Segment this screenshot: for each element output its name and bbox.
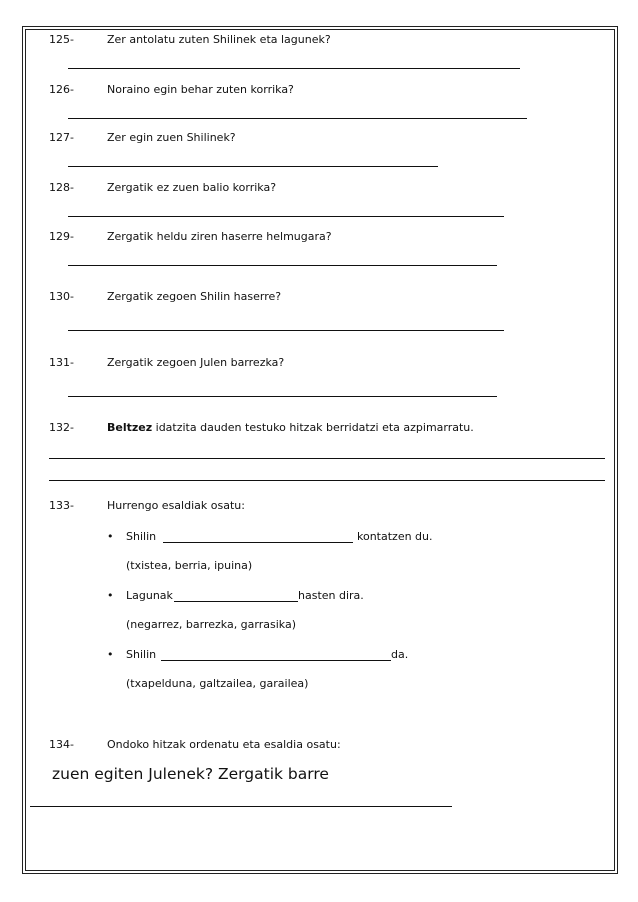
- question-text-132-rest: idatzita dauden testuko hitzak berridatzi eta azpimarratu.: [152, 421, 474, 434]
- question-number-128: 128-: [49, 181, 74, 194]
- question-text-129: Zergatik heldu ziren haserre helmugara?: [107, 230, 332, 243]
- question-text-125: Zer antolatu zuten Shilinek eta lagunek?: [107, 33, 331, 46]
- fill-after-2: hasten dira.: [298, 589, 364, 602]
- question-text-130: Zergatik zegoen Shilin haserre?: [107, 290, 282, 303]
- bullet-3: •: [107, 648, 114, 661]
- fill-before-1: Shilin: [126, 530, 157, 543]
- fill-options-3: (txapelduna, galtzailea, garailea): [126, 677, 309, 690]
- answer-line-126[interactable]: [68, 118, 527, 119]
- answer-line-131[interactable]: [68, 396, 497, 397]
- question-text-128: Zergatik ez zuen balio korrika?: [107, 181, 277, 194]
- answer-line-134[interactable]: [30, 806, 452, 807]
- question-number-132: 132-: [49, 421, 74, 434]
- answer-line-125[interactable]: [68, 68, 520, 69]
- scrambled-words: zuen egiten Julenek? Zergatik barre: [52, 765, 329, 783]
- question-text-134: Ondoko hitzak ordenatu eta esaldia osatu:: [107, 738, 341, 751]
- bold-word: Beltzez: [107, 421, 153, 434]
- answer-line-130[interactable]: [68, 330, 504, 331]
- fill-blank-2[interactable]: [174, 601, 298, 602]
- question-text-127: Zer egin zuen Shilinek?: [107, 131, 236, 144]
- answer-line-132a[interactable]: [49, 458, 605, 459]
- question-number-127: 127-: [49, 131, 74, 144]
- fill-options-1: (txistea, berria, ipuina): [126, 559, 253, 572]
- fill-options-2: (negarrez, barrezka, garrasika): [126, 618, 296, 631]
- fill-after-3: da.: [391, 648, 409, 661]
- answer-line-129[interactable]: [68, 265, 497, 266]
- question-text-133: Hurrengo esaldiak osatu:: [107, 499, 245, 512]
- fill-before-3: Shilin: [126, 648, 157, 661]
- question-number-129: 129-: [49, 230, 74, 243]
- question-number-126: 126-: [49, 83, 74, 96]
- question-number-131: 131-: [49, 356, 74, 369]
- answer-line-128[interactable]: [68, 216, 504, 217]
- question-text-126: Noraino egin behar zuten korrika?: [107, 83, 294, 96]
- question-number-125: 125-: [49, 33, 74, 46]
- answer-line-132b[interactable]: [49, 480, 605, 481]
- fill-blank-1[interactable]: [163, 542, 353, 543]
- bullet-1: •: [107, 530, 114, 543]
- fill-before-2: Lagunak: [126, 589, 173, 602]
- question-text-131: Zergatik zegoen Julen barrezka?: [107, 356, 285, 369]
- question-text-132: [107, 421, 474, 435]
- fill-blank-3[interactable]: [161, 660, 391, 661]
- bullet-2: •: [107, 589, 114, 602]
- question-number-130: 130-: [49, 290, 74, 303]
- fill-after-1: kontatzen du.: [357, 530, 433, 543]
- question-number-133: 133-: [49, 499, 74, 512]
- answer-line-127[interactable]: [68, 166, 438, 167]
- question-number-134: 134-: [49, 738, 74, 751]
